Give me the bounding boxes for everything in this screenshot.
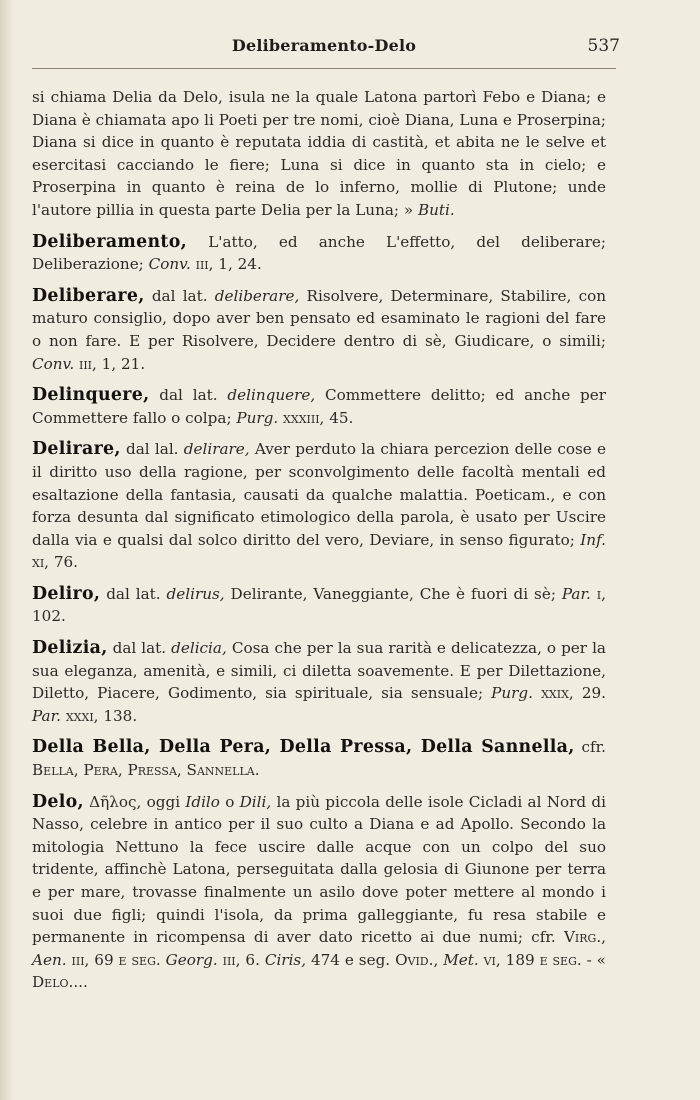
citation-ref: Inf. [580, 530, 606, 549]
dictionary-body [32, 86, 606, 1003]
headword: Deliro, [32, 583, 101, 604]
citation-ref: Aen. [32, 950, 67, 969]
entry-della: Della Bella, Della Pera, Della Pressa, Della Sannella, cfr. Bella, Pera, Pressa, Sannella. [32, 737, 607, 780]
page-number: 537 [587, 36, 620, 56]
headword: Deliberamento, [32, 231, 188, 252]
entry-deliberamento: Deliberamento, L'atto, ed anche L'effetto, del deliberare; Deliberazione; Conv. iii, 1, 24. [32, 231, 606, 274]
citation-ref: Par. [561, 584, 591, 603]
etymology: delirus, [166, 584, 225, 603]
entry-delo: Delo, Δῆλος, oggi Idilo o Dili, la più piccola delle isole Cicladi al Nord di Nasso, celebre in antico per il suo culto a Diana e ad Apollo. Secondo la mitologia Nettuno la fece uscire dalle acque con un colpo del suo tridente, affinchè Latona, perseguitata dalla gelosia di Giunone per terra e per mare, trovasse finalmente un asilo dove poter mettere al mondo i suoi due figli; quindi l'isola, da prima galleggiante, fu resa stabile e permanente in ricompensa di aver dato ricetto ai due numi; cfr. Virg., Aen. iii, 69 e seg. Georg. iii, 6. Ciris, 474 e seg. Ovid., Met. vi, 189 e seg. - « Delo.... [32, 791, 606, 992]
running-title: Deliberamento-Delo [231, 36, 417, 55]
headword: Delirare, [32, 439, 121, 460]
headword: Deliberare, [32, 285, 145, 306]
etymology: delirare, [183, 440, 250, 459]
citation-ref: Purg. [236, 408, 279, 427]
running-header [32, 36, 620, 62]
entry-delirare: Delirare, dal lal. delirare, Aver perduto la chiara percezion delle cose e il diritto uso della ragione, per sconvolgimento delle facoltà mentali ed esaltazione della fantasia, causati da qualche malattia. Poeticam., e con forza desunta dal significato etimologico della parola, è usato per Uscire dalla via e qualsi dal solco diritto del vero, Deviare, in senso figurato; Inf. xi, 76. [32, 439, 606, 572]
citation-ref: Georg. [165, 950, 218, 969]
entry-deliberare: Deliberare, dal lat. deliberare, Risolvere, Determinare, Stabilire, con maturo consiglio, dopo aver ben pensato ed esaminato le ragioni del fare o non fare. E per Risolvere, Decidere dentro di sè, Giudicare, o simili; Conv. iii, 1, 21. [32, 285, 607, 373]
headword: Della Bella, Della Pera, Della Pressa, Della Sannella, [32, 737, 575, 758]
page-edge-shadow [0, 0, 14, 1100]
etymology: delinquere, [227, 386, 316, 405]
etymology: deliberare, [214, 286, 300, 305]
entry-delinquere: Delinquere, dal lat. delinquere, Commettere delitto; ed anche per Commettere fallo o colpa; Purg. xxxiii, 45. [32, 385, 606, 427]
author-ref: Ovid., [395, 950, 439, 969]
header-rule [32, 68, 616, 69]
greek-name: Δῆλος, [83, 792, 142, 811]
citation-ref: Conv. [32, 354, 75, 373]
headword: Delo, [32, 791, 84, 812]
entry-delizia: Delizia, dal lat. delicia, Cosa che per la sua rarità e delicatezza, o per la sua eleganza, amenità, e simili, ci diletta soavemente. E per Dilettazione, Diletto, Piacere, Godimento, sia spirituale, sia sensuale; Purg. xxix, 29. Par. xxxi, 138. [32, 638, 606, 725]
intro-source: Buti. [417, 200, 455, 219]
continued-entry-text [32, 86, 606, 222]
entry-deliro: Deliro, dal lat. delirus, Delirante, Vaneggiante, Che è fuori di sè; Par. i, 102. [32, 583, 606, 626]
author-ref: Virg., [563, 928, 606, 947]
citation-ref: Ciris, [264, 950, 307, 969]
citation-ref: Purg. [491, 684, 533, 703]
etymology: delicia, [171, 639, 227, 658]
headword: Delizia, [32, 638, 108, 659]
cross-reference: Bella, Pera, Pressa, Sannella. [32, 761, 260, 780]
headword: Delinquere, [32, 385, 150, 406]
citation-ref: Conv. [148, 255, 191, 274]
citation-ref: Par. [32, 706, 62, 725]
citation-ref: Met. [438, 950, 479, 969]
intro-text: si chiama Delia da Delo, isula ne la quale Latona partorì Febo e Diana; e Diana è chiamata apo li Poeti per tre nomi, cioè Diana, Luna e Proserpina; Diana si dice in quanto è reputata iddia di castità, et abita ne le selve et esercitasi cacciando le fiere; Luna si dice in quanto sta in cielo; e Proserpina in quanto è reina de lo inferno, mollie di Plutone; unde l'autore pillia in questa parte Delia per la Luna; » [32, 88, 606, 219]
